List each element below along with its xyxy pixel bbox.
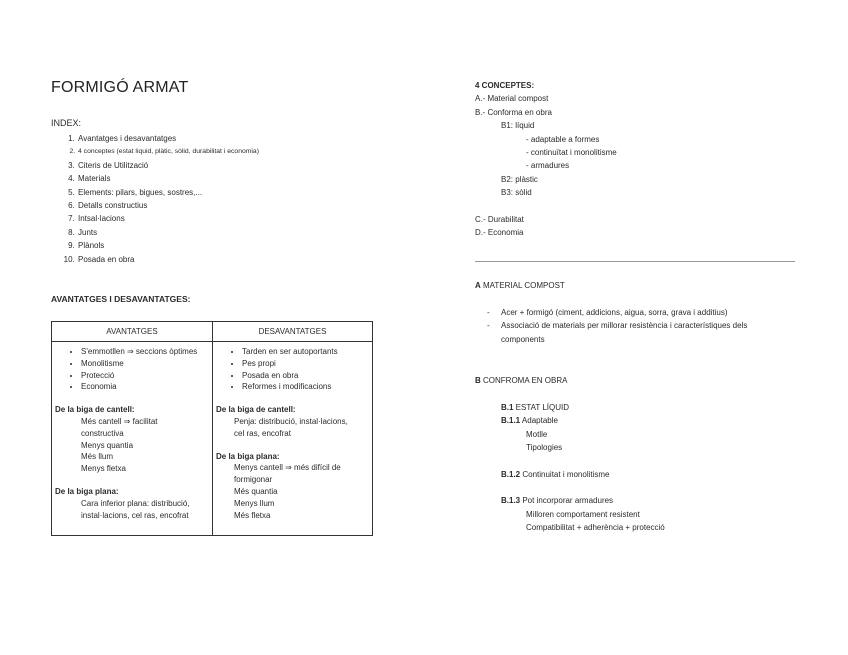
b13-heading [501, 494, 613, 507]
advantages-table [51, 321, 373, 536]
table-header-disadvantages: DESAVANTATGES [213, 322, 373, 342]
list-item: Menys quantia [81, 440, 134, 450]
list-item: Tipologies [526, 443, 563, 452]
list-item: • Posada en obra [242, 370, 369, 382]
index-label: INDEX: [51, 118, 82, 128]
list-item: Compatibilitat + adherència + protecció [526, 523, 665, 532]
concept-a: A.- Material compost [475, 94, 549, 103]
b1-title: ESTAT LÍQUID [513, 403, 570, 412]
list-item: instal·lacions, cel ras, encofrat [81, 510, 189, 520]
list-item: • Protecció [81, 370, 209, 382]
index-item: 3. Citeris de Utilització [77, 159, 259, 172]
list-item: Penja: distribució, instal·lacions, [234, 416, 348, 426]
index-item: 7. Intsal·lacions [77, 212, 259, 225]
disadvantages-cell [213, 342, 373, 536]
list-item: Menys fletxa [81, 464, 126, 474]
concepts-title: 4 CONCEPTES: [475, 81, 535, 90]
b11-label: B.1.1 [501, 416, 521, 425]
list-item: - Acer + formigó (ciment, addicions, aigua, sorra, grava i additius) [487, 308, 728, 317]
subheading: De la biga plana: [55, 486, 119, 496]
list-item: Motlle [526, 430, 548, 439]
list-item: • Economia [81, 381, 209, 393]
list-item: Milloren comportament resistent [526, 510, 640, 519]
page-title: FORMIGÓ ARMAT [51, 79, 189, 96]
index-item: 5. Elements: pilars, bigues, sostres,... [77, 186, 259, 199]
b11-heading [501, 414, 558, 427]
b13-label: B.1.3 [501, 496, 521, 505]
concept-b3: B3: sòlid [501, 188, 532, 197]
section-heading-advantages: AVANTATGES I DESAVANTATGES: [51, 294, 191, 304]
index-item: 1. Avantatges i desavantatges [77, 132, 259, 145]
list-item: • Pes propi [242, 358, 369, 370]
b12-heading [501, 468, 610, 481]
section-b-heading [475, 374, 567, 387]
index-item: 8. Junts [77, 226, 259, 239]
index-list [51, 132, 259, 266]
concept-b1: B1: líquid [501, 121, 535, 130]
list-item-text: Associació de materials per millorar resistència i característiques dels components [501, 321, 748, 344]
section-a-letter: A [475, 281, 481, 290]
concept-b2: B2: plàstic [501, 175, 538, 184]
section-b-title: CONFROMA EN OBRA [480, 376, 568, 385]
list-item: • Reformes i modificacions [242, 381, 369, 393]
list-item: Més cantell ⇒ facilitat [81, 416, 158, 426]
b12-label: B.1.2 [501, 470, 521, 479]
subheading: De la biga de cantell: [216, 405, 296, 415]
list-item: formigonar [234, 475, 273, 485]
table-header-advantages: AVANTATGES [52, 322, 213, 342]
index-item: 2. 4 conceptes (estat liquid, plàtic, sòlid, durabilitat i economia) [77, 145, 259, 158]
concept-d: D.- Economia [475, 228, 524, 237]
index-item: 10. Posada en obra [77, 253, 259, 266]
list-item: • Monolitisme [81, 358, 209, 370]
index-item: 9. Plànols [77, 239, 259, 252]
b13-title: Pot incorporar armadures [520, 496, 614, 505]
section-a-heading [475, 279, 565, 292]
list-item: Més fletxa [234, 510, 271, 520]
b11-title: Adaptable [520, 416, 558, 425]
list-item: Menys cantell ⇒ més difícil de [234, 463, 341, 473]
list-item: Cara inferior plana: distribució, [81, 498, 190, 508]
list-item: Menys llum [234, 498, 275, 508]
advantages-cell [52, 342, 213, 536]
list-item: - Associació de materials per millorar resistència i característiques dels components [475, 319, 775, 346]
list-item: - adaptable a formes [526, 135, 600, 144]
list-item: Més quantia [234, 486, 278, 496]
divider [475, 261, 795, 262]
b1-heading [501, 401, 569, 414]
concept-c: C.- Durabilitat [475, 215, 524, 224]
subheading: De la biga de cantell: [55, 405, 135, 415]
section-a-list [475, 306, 775, 346]
list-item: • S'emmotllen ⇒ seccions òptimes [81, 346, 209, 358]
list-item: - continuïtat i monolitisme [526, 148, 617, 157]
b1-label: B.1 [501, 403, 514, 412]
section-b-letter: B [475, 376, 481, 385]
index-item: 6. Detalls constructius [77, 199, 259, 212]
list-item: • Tarden en ser autoportants [242, 346, 369, 358]
list-item: constructiva [81, 428, 124, 438]
b12-title: Continuitat i monolitisme [520, 470, 610, 479]
concept-b: B.- Conforma en obra [475, 108, 552, 117]
subheading: De la biga plana: [216, 451, 280, 461]
section-a-title: MATERIAL COMPOST [480, 281, 565, 290]
list-item: cel ras, encofrat [234, 428, 291, 438]
index-item: 4. Materials [77, 172, 259, 185]
list-item-text: Acer + formigó (ciment, addicions, aigua, sorra, grava i additius) [501, 308, 728, 317]
list-item: Més llum [81, 452, 114, 462]
list-item: - armadures [526, 161, 570, 170]
